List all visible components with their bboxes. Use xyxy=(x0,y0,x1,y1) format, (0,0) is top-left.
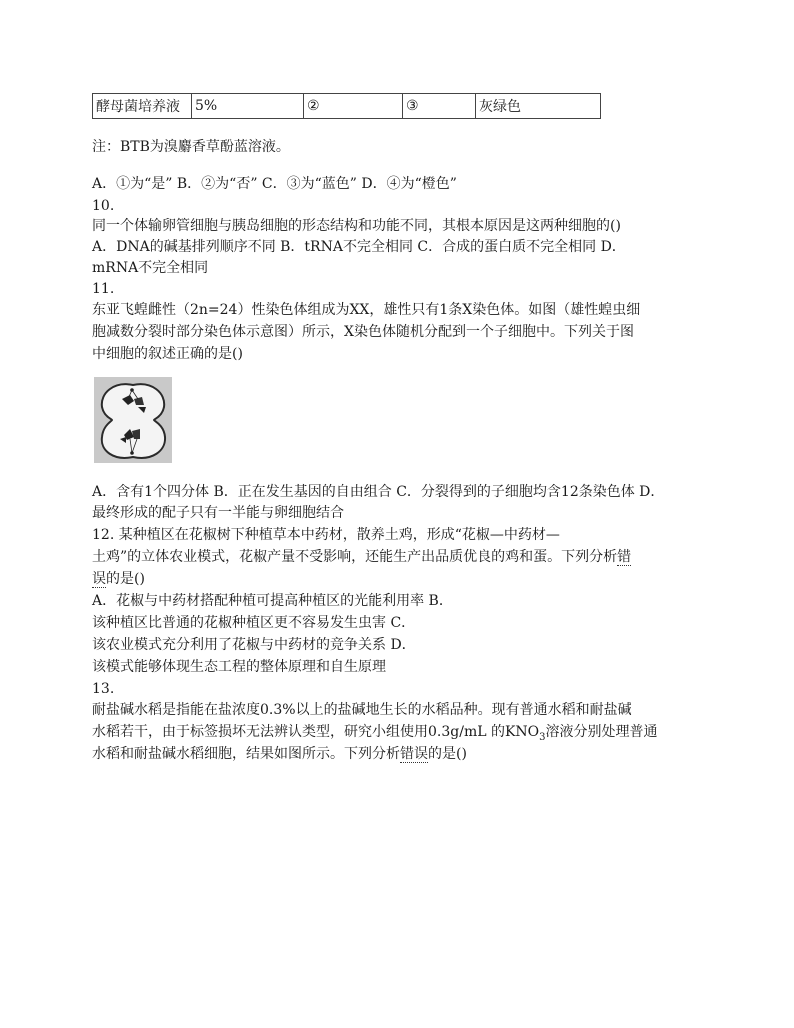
table-note: 注：BTB为溴麝香草酚蓝溶液。 xyxy=(92,139,290,155)
table-row xyxy=(93,94,601,119)
q11-stem-1: 东亚飞蝗雌性（2n=24）性染色体组成为XX，雄性只有1条X染色体。如图（雄性蝗虫细 xyxy=(92,302,641,318)
q13-stem-3-text-c: 的是() xyxy=(428,746,467,762)
q13-subscript: 3 xyxy=(539,731,546,743)
q12-stem-3 xyxy=(92,569,145,589)
table-cell: 酵母菌培养液 xyxy=(93,94,192,119)
q13-stem-3-text: 水稻和耐盐碱水稻细胞，结果如图所示。下列分析 xyxy=(92,746,400,762)
q11-stem-2: 胞减数分裂时部分染色体示意图）所示，X染色体随机分配到一个子细胞中。下列关于图 xyxy=(92,324,634,340)
q13-stem-2-text: 水稻若干，由于标签损坏无法辨认类型，研究小组使用0.3g/mL 的KNO xyxy=(92,724,540,740)
q11-number: 11. xyxy=(92,281,115,297)
q12-emphasis: 误 xyxy=(92,571,106,587)
q12-stem-3-text: 的是() xyxy=(106,571,145,587)
results-table xyxy=(92,93,601,119)
q12-option-b: 该种植区比普通的花椒种植区更不容易发生虫害 C． xyxy=(92,615,416,631)
q10-options: A．DNA的碱基排列顺序不同 B．tRNA不完全相同 C．合成的蛋白质不完全相同 D． xyxy=(92,239,626,255)
q9-options: A．①为“是” B．②为“否” C．③为“蓝色” D．④为“橙色” xyxy=(92,176,457,192)
q13-stem-1: 耐盐碱水稻是指能在盐浓度0.3%以上的盐碱地生长的水稻品种。现有普通水稻和耐盐碱 xyxy=(92,702,632,718)
q13-stem-2-text-b: 溶液分别处理普通 xyxy=(545,724,658,740)
q12-stem-1: 12. 某种植区在花椒树下种植草本中药材，散养土鸡，形成“花椒—中药材— xyxy=(92,527,560,543)
table-cell: ③ xyxy=(403,94,476,119)
q11-stem-3: 中细胞的叙述正确的是() xyxy=(92,346,243,362)
q12-emphasis: 错 xyxy=(617,549,632,565)
q12-option-d: 该模式能够体现生态工程的整体原理和自生原理 xyxy=(92,659,386,675)
meiosis-cell-figure xyxy=(94,377,172,463)
q13-emphasis: 错误 xyxy=(400,746,428,762)
q10-options-cont: mRNA不完全相同 xyxy=(92,260,209,276)
q13-stem-3 xyxy=(92,744,467,764)
q12-option-c: 该农业模式充分利用了花椒与中药材的竞争关系 D． xyxy=(92,637,416,653)
q13-number: 13. xyxy=(92,681,115,697)
q11-options-cont: 最终形成的配子只有一半能与卵细胞结合 xyxy=(92,505,344,521)
q12-stem-2-text: 土鸡”的立体农业模式，花椒产量不受影响，还能生产出品质优良的鸡和蛋。下列分析 xyxy=(92,549,618,565)
q11-options: A．含有1个四分体 B．正在发生基因的自由组合 C．分裂得到的子细胞均含12条染色体 D． xyxy=(92,484,665,500)
q10-stem: 同一个体输卵管细胞与胰岛细胞的形态结构和功能不同，其根本原因是这两种细胞的() xyxy=(92,218,621,234)
cell-diagram-icon xyxy=(94,377,172,463)
q12-stem-2 xyxy=(92,547,631,567)
q12-option-a: A．花椒与中药材搭配种植可提高种植区的光能利用率 B． xyxy=(92,593,453,609)
table-cell: ② xyxy=(304,94,403,119)
q10-number: 10. xyxy=(92,198,115,214)
table-cell: 灰绿色 xyxy=(476,94,601,119)
table-cell: 5% xyxy=(192,94,304,119)
